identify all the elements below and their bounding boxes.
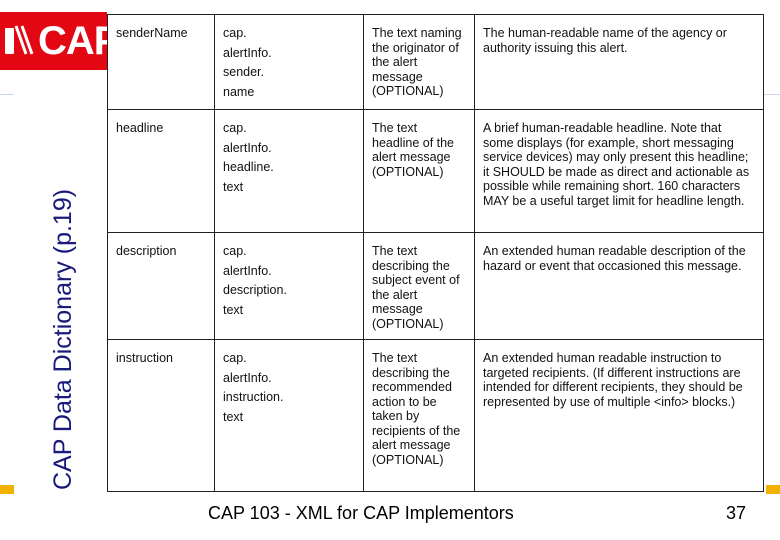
path-segment: name [223,84,255,99]
path-segment: cap. [223,121,247,135]
element-name-cell: instruction [108,340,215,492]
table-row [108,110,764,233]
data-dictionary-table [107,14,764,492]
slide-title: CAP Data Dictionary (p.19) [49,188,77,490]
left-accent-bar [0,485,14,494]
path-segment: cap. [223,351,247,365]
footer-title: CAP 103 - XML for CAP Implementors [208,503,514,523]
path-segment: alertInfo. [223,263,272,278]
context-cell: The text describing the recommended action to be taken by recipients of the alert message (OPTIONAL) [364,340,475,492]
table-row [108,340,764,492]
left-top-rule [0,94,14,95]
path-segment: text [223,302,244,317]
element-name-cell: headline [108,110,215,233]
right-accent-bar [766,485,780,494]
element-path-cell [215,15,364,110]
definition-cell: The human-readable name of the agency or authority issuing this alert. [475,15,764,110]
logo-text: CAP [38,19,120,63]
context-cell: The text naming the originator of the alert message (OPTIONAL) [364,15,475,110]
path-segment: instruction. [223,390,284,404]
definition-cell: An extended human readable instruction to targeted recipients. (If different instructions are intended for different recipients, they should be represented by use of multiple <info> blocks.) [475,340,764,492]
path-segment: text [223,409,244,424]
right-top-rule [764,94,780,95]
element-name-cell: description [108,233,215,340]
table-row [108,15,764,110]
broadcast-icon [4,20,34,62]
path-segment: text [223,179,244,194]
element-path-cell [215,110,364,233]
path-segment: alertInfo. [223,140,272,155]
cap-logo [0,12,120,70]
context-cell: The text describing the subject event of the alert message (OPTIONAL) [364,233,475,340]
element-name-cell: senderName [108,15,215,110]
path-segment: headline. [223,160,274,174]
path-segment: cap. [223,26,247,40]
path-segment: alertInfo. [223,370,272,385]
path-segment: sender. [223,65,265,79]
element-path-cell [215,340,364,492]
definition-cell: A brief human-readable headline. Note that some displays (for example, short messaging service devices) may only present this headline; it SHOULD be made as direct and actionable as possible while remaining short. 160 characters MAY be a useful target limit for headline length. [475,110,764,233]
definition-cell: An extended human readable description of the hazard or event that occasioned this message. [475,233,764,340]
page-number: 37 [726,503,747,523]
table-row [108,233,764,340]
context-cell: The text headline of the alert message (OPTIONAL) [364,110,475,233]
path-segment: description. [223,283,287,297]
path-segment: cap. [223,244,247,258]
path-segment: alertInfo. [223,45,272,60]
element-path-cell [215,233,364,340]
